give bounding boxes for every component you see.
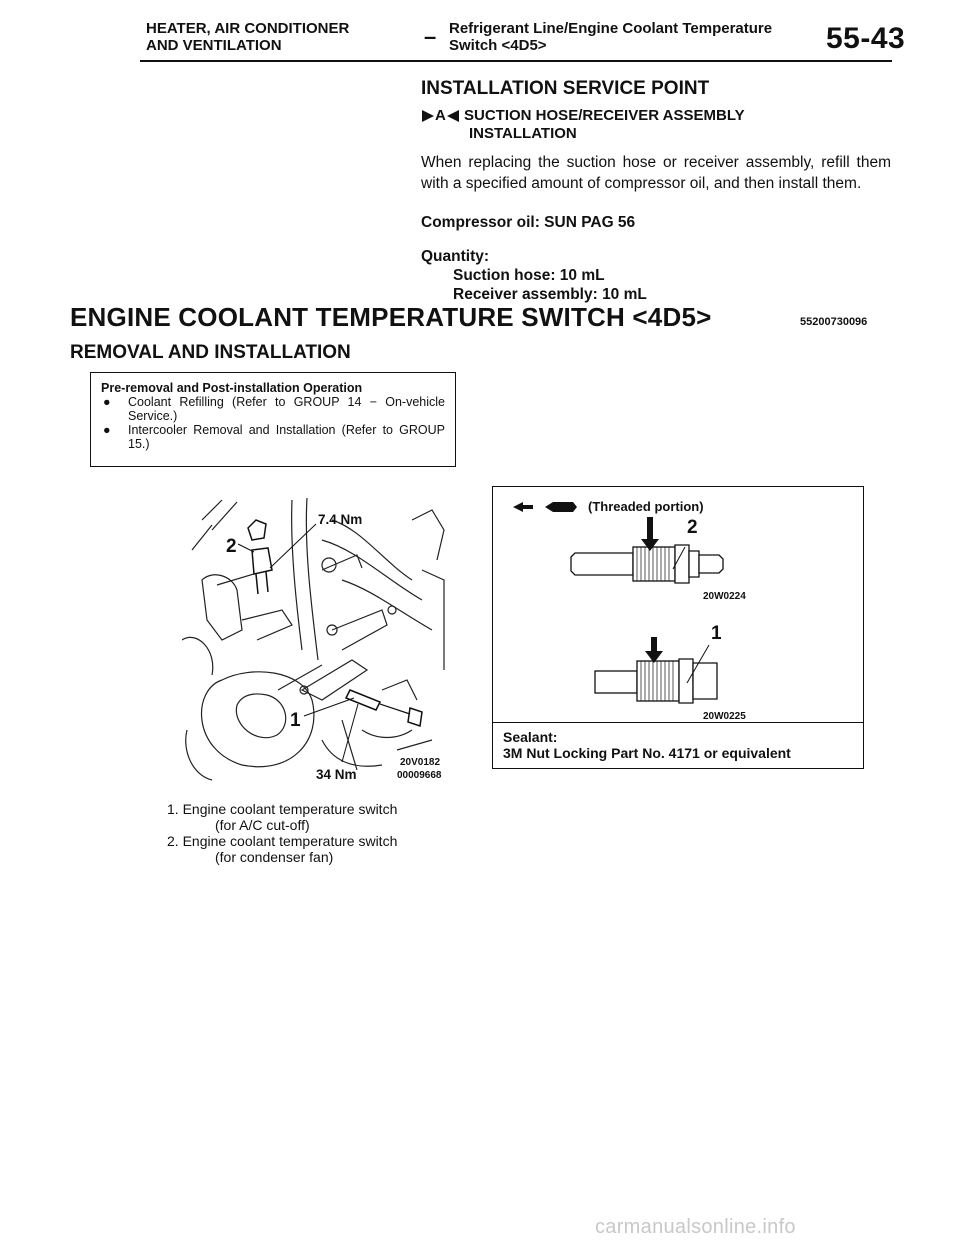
subtitle-line2: INSTALLATION [469, 125, 577, 142]
removal-installation-title: REMOVAL AND INSTALLATION [70, 342, 351, 363]
pre-removal-box [90, 372, 456, 467]
sealant-figure-box [492, 486, 864, 769]
quantity-receiver: Receiver assembly: 10 mL [453, 286, 647, 303]
code-bottom: 20W0225 [703, 711, 746, 722]
sealant-spec [503, 729, 791, 761]
quantity-suction: Suction hose: 10 mL [453, 267, 605, 284]
header-section-line2: AND VENTILATION [146, 37, 282, 54]
callout-1-label: 1 [290, 710, 301, 731]
header-rule [140, 60, 892, 62]
header-section-line1: HEATER, AIR CONDITIONER [146, 20, 350, 37]
header-separator: – [424, 24, 437, 49]
callout-2-detail: 2 [687, 517, 698, 538]
marker-letter: A [435, 107, 446, 124]
torque-bottom-label: 34 Nm [316, 767, 357, 782]
sealant-spec-text: 3M Nut Locking Part No. 4171 or equivalent [503, 745, 791, 761]
section-code: 55200730096 [800, 316, 868, 328]
parts-legend [167, 801, 397, 865]
quantity-block [421, 247, 647, 304]
bullet-icon: ● [103, 423, 111, 437]
header-section [146, 20, 349, 54]
installation-service-point-title: INSTALLATION SERVICE POINT [421, 78, 710, 99]
watermark: carmanualsonline.info [595, 1216, 796, 1238]
compressor-oil-spec: Compressor oil: SUN PAG 56 [421, 214, 636, 231]
callout-1-detail: 1 [711, 623, 722, 644]
quantity-label: Quantity: [421, 248, 490, 265]
apply-arrow-icon [645, 637, 663, 663]
installation-service-point-subtitle [421, 107, 745, 143]
installation-paragraph: When replacing the suction hose or receiver assembly, refill them with a specified amount of compressor oil, and then install them. [421, 154, 891, 192]
subtitle-line1: SUCTION HOSE/RECEIVER ASSEMBLY [464, 107, 745, 124]
switch-detail-drawing [493, 487, 865, 722]
sealant-arrow-icon [513, 502, 533, 512]
header-topic [449, 20, 772, 54]
leader-callout-2 [238, 544, 254, 552]
page-number: 55-43 [826, 22, 906, 55]
threaded-portion-label: (Threaded portion) [588, 499, 704, 514]
switch-2-detail [571, 545, 723, 583]
torque-top-label: 7.4 Nm [318, 512, 363, 527]
bullet-icon: ● [103, 395, 111, 409]
leader-torque-bottom [342, 704, 358, 762]
leader-callout-1 [304, 698, 354, 716]
sealant-divider [493, 722, 863, 723]
callout-2-label: 2 [226, 536, 237, 557]
apply-arrow-icon [641, 517, 659, 551]
legend-item-2: 2. Engine coolant temperature switch [167, 833, 398, 849]
section-title: ENGINE COOLANT TEMPERATURE SWITCH <4D5> [70, 302, 712, 332]
sealant-label: Sealant: [503, 729, 558, 745]
header-topic-line2: Switch <4D5> [449, 37, 547, 54]
figure-code-2: 00009668 [397, 770, 442, 781]
left-triangle-icon [446, 109, 460, 123]
engine-illustration [182, 490, 448, 782]
pre-removal-item: ● Intercooler Removal and Installation (Refer to GROUP 15.) [103, 423, 445, 451]
header-topic-line1: Refrigerant Line/Engine Coolant Temperature [449, 20, 773, 37]
engine-linework [182, 498, 444, 780]
pre-removal-item: ● Coolant Refilling (Refer to GROUP 14 − On-vehicle Service.) [103, 395, 445, 423]
legend-item-1-detail: (for A/C cut-off) [215, 817, 310, 833]
figure-code-1: 20V0182 [400, 757, 441, 768]
legend-item-2-detail: (for condenser fan) [215, 849, 334, 865]
right-triangle-icon [421, 109, 435, 123]
switch-1-detail [595, 659, 717, 703]
sealant-tube-icon [545, 502, 577, 512]
legend-item-1: 1. Engine coolant temperature switch [167, 801, 398, 817]
switch-2-illustration [248, 520, 272, 594]
pre-removal-title: Pre-removal and Post-installation Operation [101, 381, 363, 395]
code-top: 20W0224 [703, 591, 746, 602]
